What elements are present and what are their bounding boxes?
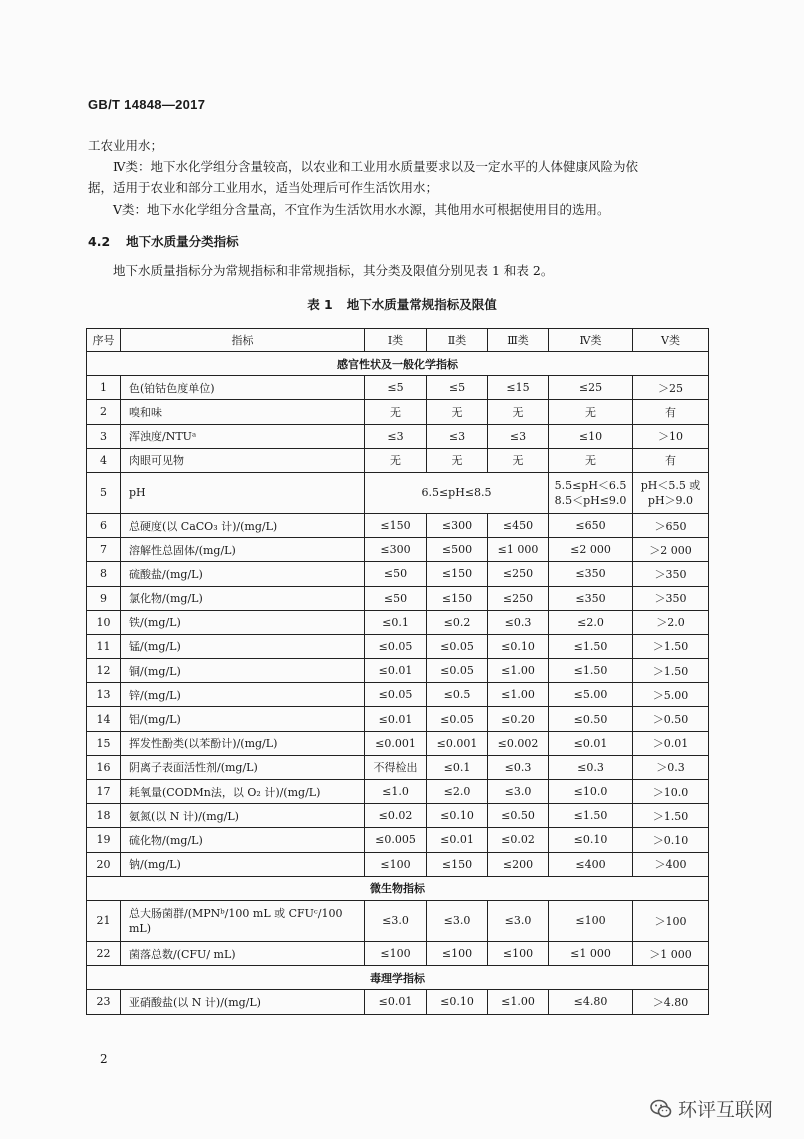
class-4-limit: ≤2.0 — [549, 610, 633, 634]
class-3-limit: ≤3.0 — [488, 900, 549, 941]
class-5-limit: ＞10 — [633, 424, 709, 448]
class-2-limit: 无 — [427, 400, 488, 424]
class-3-limit: ≤200 — [488, 852, 549, 876]
class-5-limit: 有 — [633, 448, 709, 472]
class-2-limit: ≤2.0 — [427, 780, 488, 804]
indicator-name: 菌落总数/(CFU/ mL) — [121, 941, 365, 965]
row-number: 16 — [87, 755, 121, 779]
class-1-limit: ≤0.01 — [365, 659, 427, 683]
class-2-limit: ≤0.5 — [427, 683, 488, 707]
table-row — [87, 586, 709, 610]
class-4-limit: ≤1.50 — [549, 634, 633, 658]
header-cell-indicator: 指标 — [121, 329, 365, 352]
class-1-limit: ≤50 — [365, 562, 427, 586]
class-1-limit: ≤1.0 — [365, 780, 427, 804]
table-row — [87, 900, 709, 941]
class-4-limit: ≤5.00 — [549, 683, 633, 707]
class-2-limit: ≤0.05 — [427, 659, 488, 683]
class-3-limit: ≤15 — [488, 376, 549, 400]
class-3-limit: ≤100 — [488, 941, 549, 965]
class-5-limit: ＞10.0 — [633, 780, 709, 804]
class-3-limit: ≤3 — [488, 424, 549, 448]
class-5-limit: ＞0.50 — [633, 707, 709, 731]
table-row — [87, 634, 709, 658]
header-cell-no: 序号 — [87, 329, 121, 352]
category-row — [87, 966, 709, 990]
class-1-limit: ≤0.005 — [365, 828, 427, 852]
table-row — [87, 755, 709, 779]
section-number: 4.2 — [88, 234, 111, 249]
category-row — [87, 352, 709, 376]
class-4-limit: ≤350 — [549, 586, 633, 610]
class-2-limit: ≤300 — [427, 513, 488, 537]
row-number: 2 — [87, 400, 121, 424]
table-row — [87, 828, 709, 852]
class-3-limit: ≤250 — [488, 586, 549, 610]
category-row — [87, 876, 709, 900]
table-row — [87, 804, 709, 828]
row-number: 4 — [87, 448, 121, 472]
class-5-limit: ＞2 000 — [633, 538, 709, 562]
table-row — [87, 707, 709, 731]
class-5-limit: ＞25 — [633, 376, 709, 400]
indicator-name: 锌/(mg/L) — [121, 683, 365, 707]
table-caption — [0, 295, 804, 313]
class-1-limit: 无 — [365, 448, 427, 472]
watermark — [650, 1095, 773, 1122]
class-1-limit: ≤3 — [365, 424, 427, 448]
class-5-limit: ＞1.50 — [633, 659, 709, 683]
class-4-limit: ≤1 000 — [549, 941, 633, 965]
class-2-limit: ≤150 — [427, 852, 488, 876]
class-2-limit: ≤500 — [427, 538, 488, 562]
class-1-limit: ≤100 — [365, 941, 427, 965]
class-2-limit: ≤0.1 — [427, 755, 488, 779]
row-number: 7 — [87, 538, 121, 562]
table-row — [87, 562, 709, 586]
row-number: 10 — [87, 610, 121, 634]
table-title: 地下水质量常规指标及限值 — [346, 297, 497, 312]
class-4-limit: ≤0.3 — [549, 755, 633, 779]
table-row — [87, 683, 709, 707]
indicator-name: 铜/(mg/L) — [121, 659, 365, 683]
header-cell-class-1: Ⅰ类 — [365, 329, 427, 352]
class-1-limit: ≤0.001 — [365, 731, 427, 755]
class-4-limit: ≤0.50 — [549, 707, 633, 731]
table-row — [87, 376, 709, 400]
row-number: 8 — [87, 562, 121, 586]
class-3-limit: ≤250 — [488, 562, 549, 586]
row-number: 17 — [87, 780, 121, 804]
class-3-limit: ≤1 000 — [488, 538, 549, 562]
class-5-limit — [633, 472, 709, 513]
row-number: 19 — [87, 828, 121, 852]
class-2-limit: 无 — [427, 448, 488, 472]
class-3-limit: ≤0.20 — [488, 707, 549, 731]
header-cell-class-4: Ⅳ类 — [549, 329, 633, 352]
class-3-limit: ≤1.00 — [488, 683, 549, 707]
class-1-limit: ≤0.01 — [365, 990, 427, 1014]
class-3-limit: ≤3.0 — [488, 780, 549, 804]
indicator-name: 氯化物/(mg/L) — [121, 586, 365, 610]
indicator-name: 色(铂钴色度单位) — [121, 376, 365, 400]
table-row — [87, 780, 709, 804]
class-2-limit: ≤0.001 — [427, 731, 488, 755]
class-3-limit: ≤0.50 — [488, 804, 549, 828]
row-number: 18 — [87, 804, 121, 828]
class-4-limit: ≤0.10 — [549, 828, 633, 852]
class-5-limit: ＞350 — [633, 562, 709, 586]
row-number: 15 — [87, 731, 121, 755]
table-row — [87, 538, 709, 562]
category-label: 感官性状及一般化学指标 — [87, 352, 709, 376]
class-2-limit: ≤0.05 — [427, 634, 488, 658]
class-1-limit: ≤100 — [365, 852, 427, 876]
class-5-limit-line-2: pH＞9.0 — [647, 493, 694, 507]
class-2-limit: ≤3 — [427, 424, 488, 448]
class-4-limit: ≤25 — [549, 376, 633, 400]
indicator-name: 锰/(mg/L) — [121, 634, 365, 658]
table-row — [87, 448, 709, 472]
table-row — [87, 941, 709, 965]
class-3-limit: ≤0.3 — [488, 610, 549, 634]
class-5-limit: ＞0.3 — [633, 755, 709, 779]
class-5-limit: ＞650 — [633, 513, 709, 537]
class-2-limit: ≤0.2 — [427, 610, 488, 634]
class-5-limit: ＞100 — [633, 900, 709, 941]
header-cell-class-2: Ⅱ类 — [427, 329, 488, 352]
class-4-limit: ≤10 — [549, 424, 633, 448]
class-2-limit: ≤3.0 — [427, 900, 488, 941]
class-4-limit: ≤100 — [549, 900, 633, 941]
class-1-limit: ≤50 — [365, 586, 427, 610]
class-2-limit: ≤150 — [427, 586, 488, 610]
class-3-limit: ≤0.02 — [488, 828, 549, 852]
class-5-limit: ＞400 — [633, 852, 709, 876]
paragraph-1: 工农业用水； — [88, 138, 164, 153]
class-4-limit: 无 — [549, 400, 633, 424]
row-number: 3 — [87, 424, 121, 448]
indicator-name: 浑浊度/NTUᵃ — [121, 424, 365, 448]
table-row — [87, 990, 709, 1014]
row-number: 11 — [87, 634, 121, 658]
category-label: 毒理学指标 — [87, 966, 709, 990]
row-number: 20 — [87, 852, 121, 876]
indicator-name: 嗅和味 — [121, 400, 365, 424]
class-4-limit: ≤400 — [549, 852, 633, 876]
class-1-limit: ≤0.02 — [365, 804, 427, 828]
class-5-limit-line-1: pH＜5.5 或 — [640, 478, 701, 492]
class-4-limit: ≤1.50 — [549, 659, 633, 683]
class-4-limit — [549, 472, 633, 513]
class-1-limit: 不得检出 — [365, 755, 427, 779]
class-5-limit: 有 — [633, 400, 709, 424]
standard-code: GB/T 14848—2017 — [88, 97, 206, 112]
class-4-limit-line-1: 5.5≤pH＜6.5 — [554, 478, 627, 492]
section-title: 地下水质量分类指标 — [126, 234, 239, 249]
row-number: 12 — [87, 659, 121, 683]
class-1-limit: ≤5 — [365, 376, 427, 400]
row-number: 23 — [87, 990, 121, 1014]
class-1-limit: ≤150 — [365, 513, 427, 537]
paragraph-3: 据，适用于农业和部分工业用水，适当处理后可作生活饮用水； — [88, 180, 439, 195]
class-3-limit: ≤0.002 — [488, 731, 549, 755]
wechat-logo-icon — [650, 1099, 672, 1119]
indicator-name: 挥发性酚类(以苯酚计)/(mg/L) — [121, 731, 365, 755]
class-1-limit: ≤0.05 — [365, 634, 427, 658]
indicator-name: 铝/(mg/L) — [121, 707, 365, 731]
class-4-limit: 无 — [549, 448, 633, 472]
class-1-limit: 无 — [365, 400, 427, 424]
indicator-name: 耗氧量(CODMn法，以 O₂ 计)/(mg/L) — [121, 780, 365, 804]
class-1-limit: ≤3.0 — [365, 900, 427, 941]
class-3-limit: ≤450 — [488, 513, 549, 537]
indicator-name: 氨氮(以 N 计)/(mg/L) — [121, 804, 365, 828]
class-1-limit: ≤0.05 — [365, 683, 427, 707]
table-number: 表 1 — [307, 297, 333, 312]
class-2-limit: ≤0.10 — [427, 804, 488, 828]
class-2-limit: ≤150 — [427, 562, 488, 586]
category-label: 微生物指标 — [87, 876, 709, 900]
class-2-limit: ≤100 — [427, 941, 488, 965]
table-row — [87, 731, 709, 755]
watermark-text: 环评互联网 — [678, 1099, 774, 1121]
indicator-name: 总大肠菌群/(MPNᵇ/100 mL 或 CFUᶜ/100 mL) — [121, 900, 365, 941]
class-4-limit: ≤2 000 — [549, 538, 633, 562]
class-1-limit: ≤0.01 — [365, 707, 427, 731]
class-5-limit: ＞350 — [633, 586, 709, 610]
paragraph-2: Ⅳ类：地下水化学组分含量较高，以农业和工业用水质量要求以及一定水平的人体健康风险为依 — [113, 159, 638, 174]
row-number: 5 — [87, 472, 121, 513]
header-cell-class-3: Ⅲ类 — [488, 329, 549, 352]
table-row — [87, 513, 709, 537]
water-quality-table — [86, 328, 709, 1015]
row-number: 14 — [87, 707, 121, 731]
class-5-limit: ＞5.00 — [633, 683, 709, 707]
class-5-limit: ＞0.10 — [633, 828, 709, 852]
indicator-name: 阴离子表面活性剂/(mg/L) — [121, 755, 365, 779]
indicator-name: 亚硝酸盐(以 N 计)/(mg/L) — [121, 990, 365, 1014]
row-number: 22 — [87, 941, 121, 965]
table-row — [87, 472, 709, 513]
class-4-limit: ≤350 — [549, 562, 633, 586]
table-row — [87, 852, 709, 876]
class-2-limit: ≤0.01 — [427, 828, 488, 852]
class-4-limit: ≤1.50 — [549, 804, 633, 828]
class-5-limit: ＞1 000 — [633, 941, 709, 965]
indicator-name: 总硬度(以 CaCO₃ 计)/(mg/L) — [121, 513, 365, 537]
class-5-limit: ＞0.01 — [633, 731, 709, 755]
indicator-name: 肉眼可见物 — [121, 448, 365, 472]
header-cell-class-5: Ⅴ类 — [633, 329, 709, 352]
table-row — [87, 424, 709, 448]
class-2-limit: ≤5 — [427, 376, 488, 400]
indicator-name: 钠/(mg/L) — [121, 852, 365, 876]
row-number: 6 — [87, 513, 121, 537]
indicator-name: 溶解性总固体/(mg/L) — [121, 538, 365, 562]
class-1-limit: ≤0.1 — [365, 610, 427, 634]
class-3-limit: ≤1.00 — [488, 990, 549, 1014]
indicator-name: 硫酸盐/(mg/L) — [121, 562, 365, 586]
indicator-name: pH — [121, 472, 365, 513]
row-number: 21 — [87, 900, 121, 941]
table-header-row — [87, 329, 709, 352]
class-3-limit: ≤0.10 — [488, 634, 549, 658]
class-4-limit-line-2: 8.5＜pH≤9.0 — [554, 493, 627, 507]
indicator-name: 铁/(mg/L) — [121, 610, 365, 634]
class-5-limit: ＞2.0 — [633, 610, 709, 634]
row-number: 9 — [87, 586, 121, 610]
class-3-limit: 无 — [488, 448, 549, 472]
page-number: 2 — [100, 1052, 108, 1066]
paragraph-4: Ⅴ类：地下水化学组分含量高，不宜作为生活饮用水水源，其他用水可根据使用目的选用。 — [113, 202, 610, 217]
class-4-limit: ≤0.01 — [549, 731, 633, 755]
section-heading — [88, 232, 239, 250]
class-1-limit: ≤300 — [365, 538, 427, 562]
class-5-limit: ＞1.50 — [633, 804, 709, 828]
table-row — [87, 610, 709, 634]
class-4-limit: ≤4.80 — [549, 990, 633, 1014]
class-4-limit: ≤10.0 — [549, 780, 633, 804]
row-number: 13 — [87, 683, 121, 707]
class-4-limit: ≤650 — [549, 513, 633, 537]
class-3-limit: ≤1.00 — [488, 659, 549, 683]
class-5-limit: ＞4.80 — [633, 990, 709, 1014]
class-3-limit: ≤0.3 — [488, 755, 549, 779]
class-2-limit: ≤0.05 — [427, 707, 488, 731]
table-row — [87, 400, 709, 424]
class-3-limit: 无 — [488, 400, 549, 424]
section-intro: 地下水质量指标分为常规指标和非常规指标，其分类及限值分别见表 1 和表 2。 — [113, 263, 554, 278]
class-5-limit: ＞1.50 — [633, 634, 709, 658]
row-number: 1 — [87, 376, 121, 400]
table-row — [87, 659, 709, 683]
indicator-name: 硫化物/(mg/L) — [121, 828, 365, 852]
class-2-limit: ≤0.10 — [427, 990, 488, 1014]
class-1-3-limit: 6.5≤pH≤8.5 — [365, 472, 549, 513]
